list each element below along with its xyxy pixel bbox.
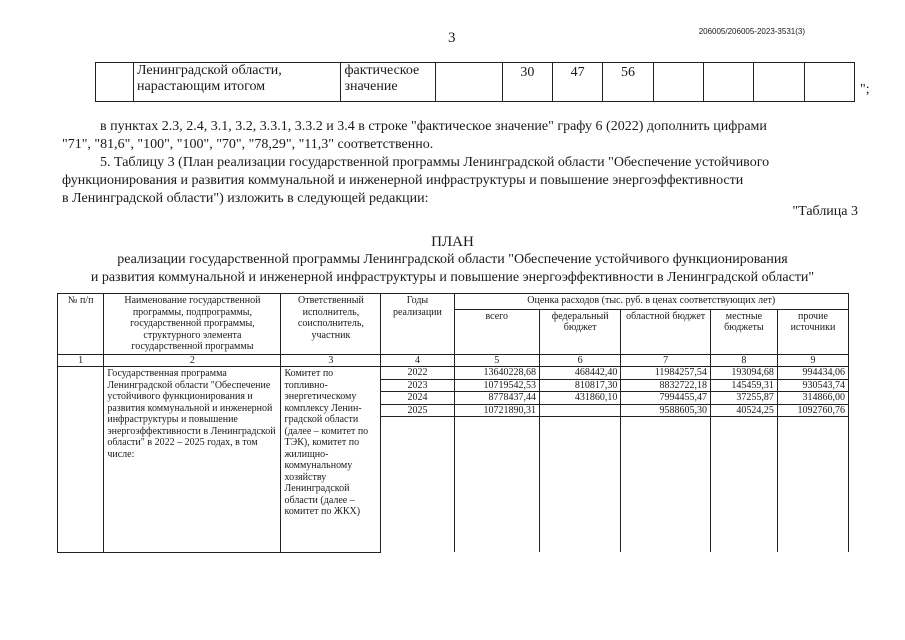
indicator-name-line1: Ленинградской области, — [137, 63, 282, 78]
top-table-fragment — [95, 62, 855, 102]
table-label: "Таблица 3 — [792, 204, 858, 219]
paragraph-line: функционирования и развития коммунальной и инженерной инфраструктуры и повышение энергоэффективности — [62, 173, 744, 188]
other-cell: 930543,74 — [777, 379, 848, 392]
header-years: Годы реализации — [381, 294, 454, 355]
table-header-row — [58, 294, 849, 310]
header-total: всего — [454, 309, 539, 354]
table-cell — [777, 417, 848, 553]
table-row — [58, 367, 849, 380]
table-cell — [804, 63, 854, 102]
column-number: 5 — [454, 354, 539, 367]
header-num: № п/п — [58, 294, 104, 355]
total-cell: 10719542,53 — [454, 379, 539, 392]
plan-table — [57, 293, 849, 553]
page-number: 3 — [448, 30, 456, 46]
year-cell: 2022 — [381, 367, 454, 380]
table-cell — [96, 63, 134, 102]
row-number-cell — [58, 367, 104, 553]
local-cell: 145459,31 — [710, 379, 777, 392]
year-cell: 2023 — [381, 379, 454, 392]
plan-subtitle-line1: реализации государственной программы Ленинградской области "Обеспечение устойчивого функционирования — [117, 252, 788, 267]
total-cell: 13640228,68 — [454, 367, 539, 380]
column-number: 9 — [777, 354, 848, 367]
total-cell: 8778437,44 — [454, 392, 539, 405]
indicator-name-cell — [134, 63, 341, 102]
year-cell: 2025 — [381, 404, 454, 417]
local-cell: 193094,68 — [710, 367, 777, 380]
value-type-cell — [341, 63, 435, 102]
table-cell — [454, 417, 539, 553]
paragraph-line: "71", "81,6", "100", "100", "70", "78,29", "11,3" соответственно. — [62, 137, 434, 152]
table-cell — [703, 63, 753, 102]
plan-title: ПЛАН — [431, 234, 474, 250]
column-number-row — [58, 354, 849, 367]
paragraph-line: в Ленинградской области") изложить в следующей редакции: — [62, 191, 429, 206]
value-cell: 56 — [603, 63, 653, 102]
value-type-line2: значение — [344, 79, 398, 94]
column-number: 7 — [621, 354, 711, 367]
regional-cell: 7994455,47 — [621, 392, 711, 405]
table-row — [96, 63, 855, 102]
column-number: 2 — [104, 354, 281, 367]
column-number: 8 — [710, 354, 777, 367]
value-type-line1: фактическое — [344, 63, 420, 78]
plan-subtitle-line2: и развития коммунальной и инженерной инфраструктуры и повышение энергоэффективности в Ленинградской области" — [90, 270, 815, 285]
closing-quote: "; — [860, 82, 870, 97]
federal-cell: 810817,30 — [539, 379, 620, 392]
column-number: 4 — [381, 354, 454, 367]
federal-cell — [539, 404, 620, 417]
column-number: 1 — [58, 354, 104, 367]
responsible-cell: Комитет по топливно-энергетическому комплексу Ленин-градской области (далее – комитет по ТЭК), комитет по жилищно-коммунальному хозяйству Ленинградской области (далее – комитет по ЖКХ) — [281, 367, 381, 553]
other-cell: 1092760,76 — [777, 404, 848, 417]
column-number: 6 — [539, 354, 620, 367]
table-cell — [539, 417, 620, 553]
header-other: прочие источники — [777, 309, 848, 354]
regional-cell: 9588605,30 — [621, 404, 711, 417]
indicator-name-line2: нарастающим итогом — [137, 79, 266, 94]
value-cell: 47 — [553, 63, 603, 102]
federal-cell: 431860,10 — [539, 392, 620, 405]
table-cell — [621, 417, 711, 553]
header-name: Наименование государственной программы, подпрограммы, государственной программы, структурного элемента государственной программы — [104, 294, 281, 355]
table-cell — [653, 63, 703, 102]
value-cell: 30 — [502, 63, 552, 102]
header-local: местные бюджеты — [710, 309, 777, 354]
header-federal: федеральный бюджет — [539, 309, 620, 354]
regional-cell: 11984257,54 — [621, 367, 711, 380]
year-cell: 2024 — [381, 392, 454, 405]
table-cell — [754, 63, 804, 102]
other-cell: 994434,06 — [777, 367, 848, 380]
table-cell — [381, 417, 454, 553]
federal-cell: 468442,40 — [539, 367, 620, 380]
local-cell: 40524,25 — [710, 404, 777, 417]
header-responsible: Ответственный исполнитель, соисполнитель, участник — [281, 294, 381, 355]
regional-cell: 8832722,18 — [621, 379, 711, 392]
table-cell — [435, 63, 502, 102]
header-costs: Оценка расходов (тыс. руб. в ценах соответствующих лет) — [454, 294, 849, 310]
other-cell: 314866,00 — [777, 392, 848, 405]
header-regional: областной бюджет — [621, 309, 711, 354]
table-cell — [710, 417, 777, 553]
document-number: 206005/206005-2023-3531(3) — [698, 27, 805, 36]
local-cell: 37255,87 — [710, 392, 777, 405]
program-name-cell: Государственная программа Ленинградской области "Обеспечение устойчивого функционирования и развития коммунальной и инженерной инфраструктуры и повышение энергоэффективности в Ленинградской области" в 2022 – 2025 годах, в том числе: — [104, 367, 281, 553]
paragraph-line: 5. Таблицу 3 (План реализации государственной программы Ленинградской области "Обеспечение устойчивого — [100, 155, 770, 170]
column-number: 3 — [281, 354, 381, 367]
total-cell: 10721890,31 — [454, 404, 539, 417]
paragraph-line: в пунктах 2.3, 2.4, 3.1, 3.2, 3.3.1, 3.3.2 и 3.4 в строке "фактическое значение" графу 6 (2022) дополнить цифрами — [100, 119, 767, 134]
